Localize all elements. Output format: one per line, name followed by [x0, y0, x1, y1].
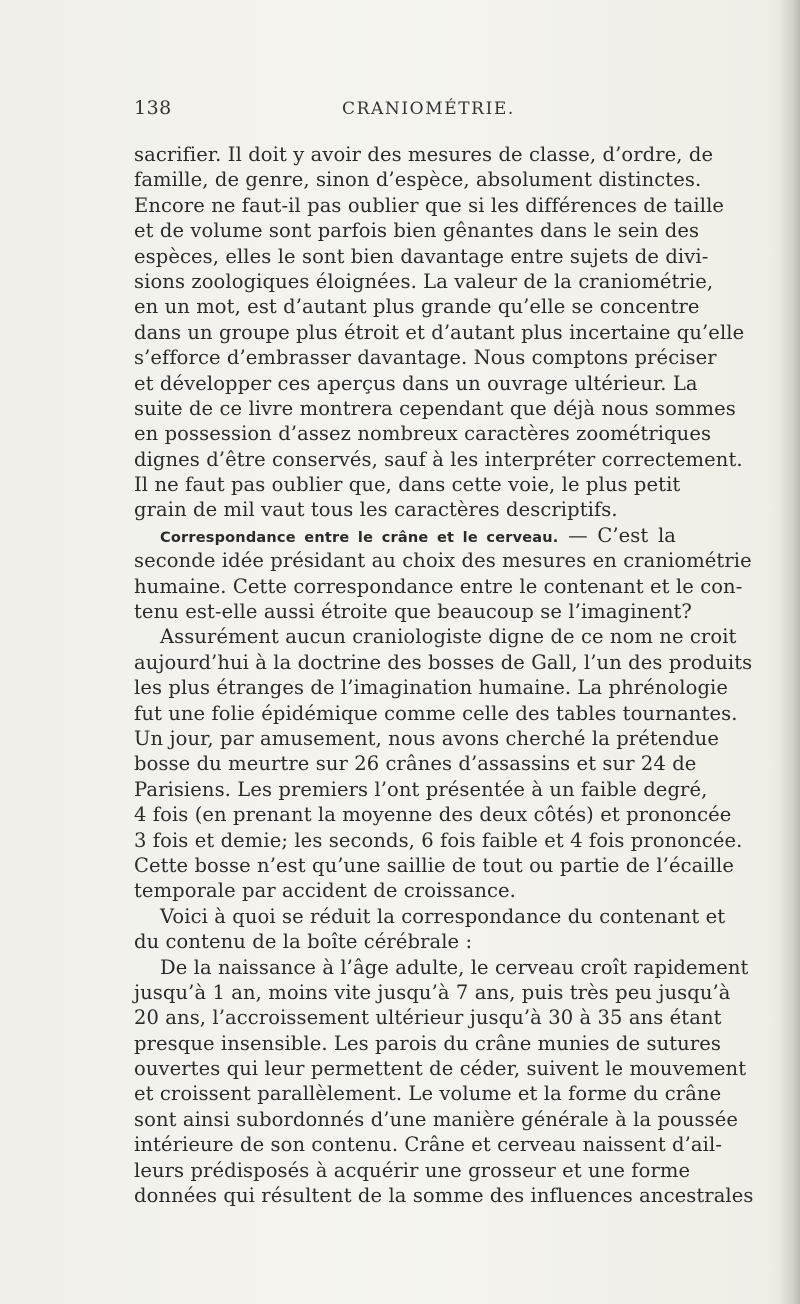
- running-title: CRANIOMÉTRIE.: [342, 99, 515, 119]
- text-line: grain de mil vaut tous les caractères descriptifs.: [134, 498, 618, 522]
- text-line: famille, de genre, sinon d’espèce, absolument distinctes.: [134, 168, 702, 192]
- text-line: et développer ces aperçus dans un ouvrage ultérieur. La: [134, 371, 698, 395]
- text-line: humaine. Cette correspondance entre le contenant et le con-: [134, 574, 743, 598]
- text-line: les plus étranges de l’imagination humaine. La phrénologie: [134, 676, 729, 700]
- text-line: 3 fois et demie; les seconds, 6 fois faible et 4 fois prononcée.: [134, 828, 743, 852]
- text-line: Parisiens. Les premiers l’ont présentée à un faible degré,: [134, 777, 708, 801]
- text-line: 20 ans, l’accroissement ultérieur jusqu’à 30 à 35 ans étant: [134, 1006, 722, 1030]
- text-line: sont ainsi subordonnés d’une manière générale à la poussée: [134, 1107, 739, 1131]
- text-line: en un mot, est d’autant plus grande qu’elle se concentre: [134, 295, 700, 319]
- section-heading-line: [134, 523, 676, 548]
- text-line: 4 fois (en prenant la moyenne des deux côtés) et prononcée: [134, 803, 732, 827]
- text-line: De la naissance à l’âge adulte, le cerveau croît rapidement: [160, 955, 749, 979]
- section-heading: Correspondance entre le crâne et le cerveau.: [160, 529, 559, 546]
- text-line: presque insensible. Les parois du crâne munies de sutures: [134, 1031, 721, 1055]
- text-line: espèces, elles le sont bien davantage entre sujets de divi-: [134, 244, 709, 268]
- text-line: tenu est-elle aussi étroite que beaucoup se l’imaginent?: [134, 600, 692, 624]
- text-line: dans un groupe plus étroit et d’autant plus incertaine qu’elle: [134, 320, 745, 344]
- section-heading-continuation: — C’est la: [558, 523, 677, 547]
- text-line: et croissent parallèlement. Le volume et la forme du crâne: [134, 1082, 722, 1106]
- text-line: données qui résultent de la somme des influences ancestrales: [134, 1184, 754, 1208]
- text-line: sions zoologiques éloignées. La valeur de la craniométrie,: [134, 269, 714, 293]
- text-line: Il ne faut pas oublier que, dans cette voie, le plus petit: [134, 473, 681, 497]
- text-line: en possession d’assez nombreux caractères zoométriques: [134, 422, 712, 446]
- text-line: leurs prédisposés à acquérir une grosseur et une forme: [134, 1158, 691, 1182]
- text-line: Un jour, par amusement, nous avons cherché la prétendue: [134, 726, 719, 750]
- text-line: temporale par accident de croissance.: [134, 879, 516, 903]
- text-line: dignes d’être conservés, sauf à les interpréter correctement.: [134, 447, 743, 471]
- text-line: du contenu de la boîte cérébrale :: [134, 930, 473, 954]
- page-number: 138: [134, 97, 172, 119]
- text-line: Encore ne faut-il pas oublier que si les différences de taille: [134, 193, 725, 217]
- text-line: aujourd’hui à la doctrine des bosses de Gall, l’un des produits: [134, 650, 753, 674]
- text-line: Cette bosse n’est qu’une saillie de tout ou partie de l’écaille: [134, 853, 735, 877]
- body-text: [134, 142, 754, 1208]
- text-line: sacrifier. Il doit y avoir des mesures de classe, d’ordre, de: [134, 143, 714, 166]
- text-line: bosse du meurtre sur 26 crânes d’assassins et sur 24 de: [134, 752, 697, 776]
- text-line: intérieure de son contenu. Crâne et cerveau naissent d’ail-: [134, 1133, 723, 1157]
- binding-shadow: [778, 0, 800, 1304]
- text-line: s’efforce d’embrasser davantage. Nous comptons préciser: [134, 346, 717, 370]
- text-line: ouvertes qui leur permettent de céder, suivent le mouvement: [134, 1057, 747, 1081]
- text-line: jusqu’à 1 an, moins vite jusqu’à 7 ans, puis très peu jusqu’à: [134, 980, 731, 1004]
- text-line: et de volume sont parfois bien gênantes dans le sein des: [134, 219, 700, 243]
- text-line: Voici à quoi se réduit la correspondance du contenant et: [160, 904, 726, 928]
- running-head: [134, 97, 674, 127]
- text-line: fut une folie épidémique comme celle des tables tournantes.: [134, 701, 738, 725]
- text-line: Assurément aucun craniologiste digne de ce nom ne croit: [160, 625, 737, 649]
- text-line: suite de ce livre montrera cependant que déjà nous sommes: [134, 396, 736, 420]
- text-line: seconde idée présidant au choix des mesures en craniométrie: [134, 549, 752, 573]
